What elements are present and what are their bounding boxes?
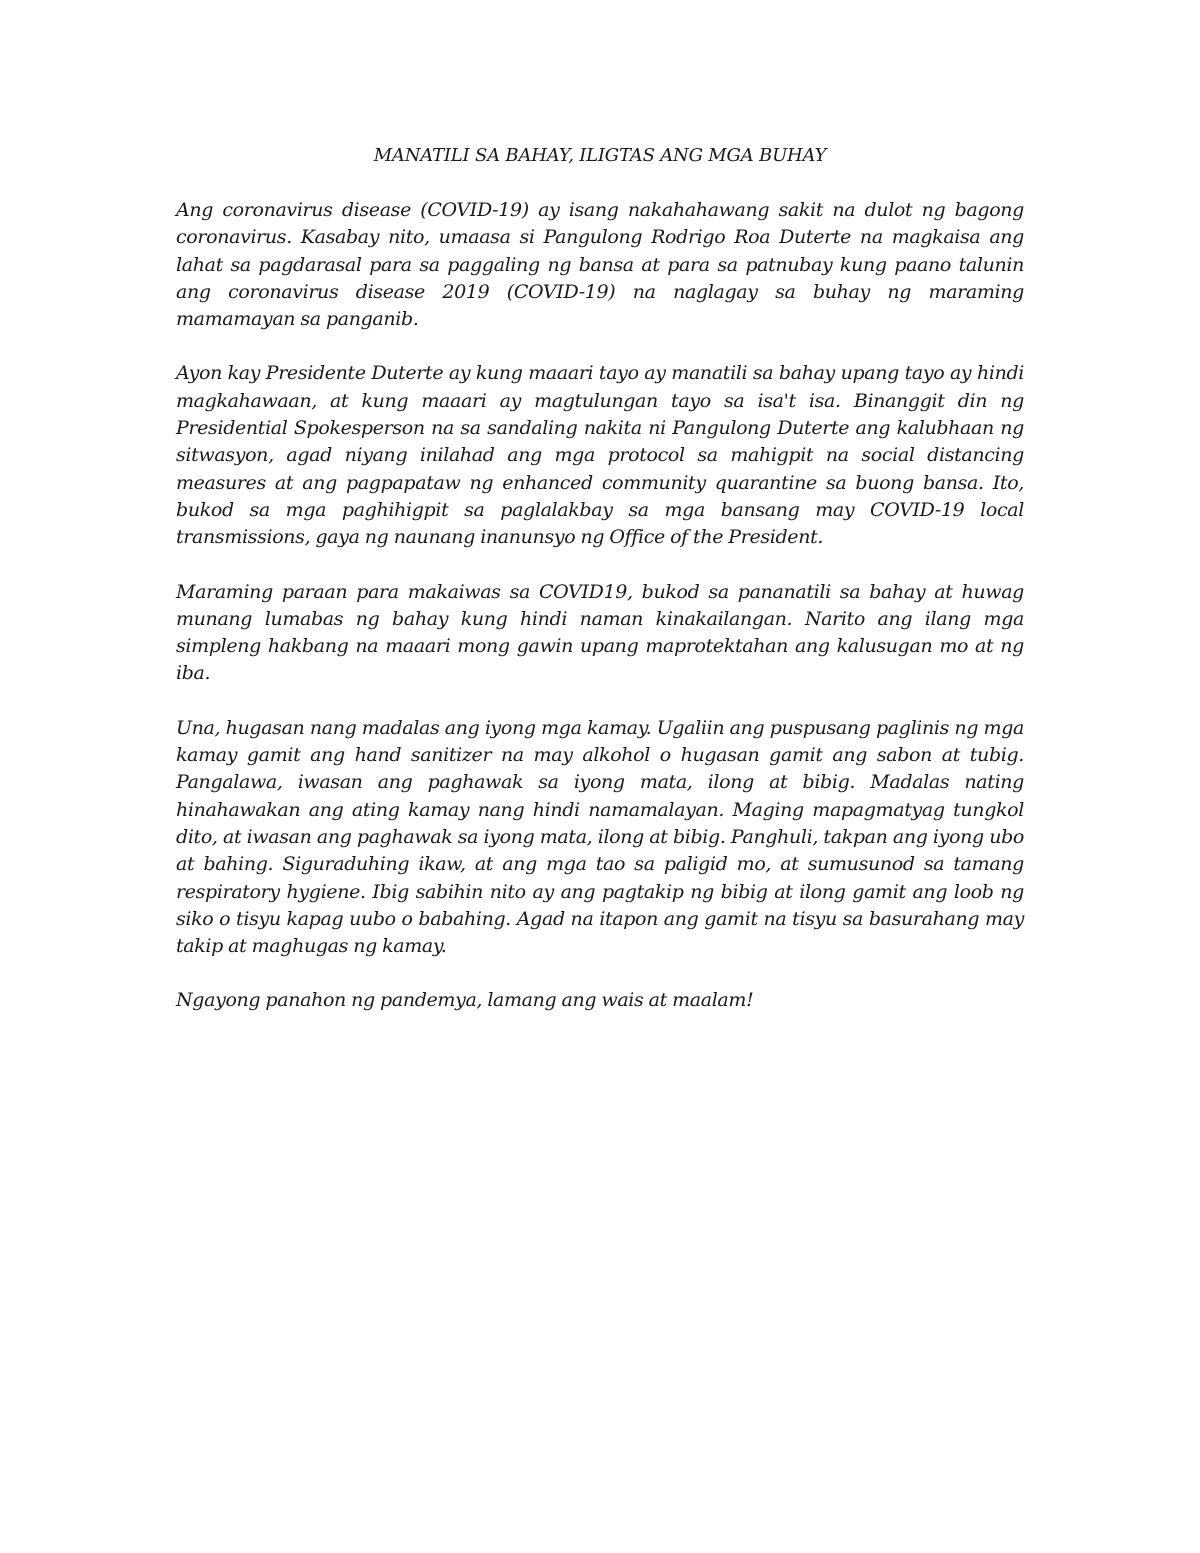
document-title: MANATILI SA BAHAY, ILIGTAS ANG MGA BUHAY — [373, 145, 827, 166]
paragraph-intro: Ang coronavirus disease (COVID-19) ay isang nakahahawang sakit na dulot ng bagong coronavirus. Kasabay nito, umaasa si Pangulong Rodrigo Roa Duterte na magkaisa ang lahat sa pagdarasal para sa paggaling ng bansa at para sa patnubay kung paano talunin ang coronavirus disease 2019 (COVID-19) na naglagay sa buhay ng maraming mamamayan sa panganib. — [176, 199, 1024, 331]
paragraph-closing: Ngayong panahon ng pandemya, lamang ang wais at maalam! — [176, 989, 754, 1012]
paragraph-prevention-intro: Maraming paraan para makaiwas sa COVID19, bukod sa pananatili sa bahay at huwag munang lumabas ng bahay kung hindi naman kinakailangan. Narito ang ilang mga simpleng hakbang na maaari mong gawin upang maprotektahan ang kalusugan mo at ng iba. — [176, 580, 1024, 685]
paragraph-prevention-steps: Una, hugasan nang madalas ang iyong mga kamay. Ugaliin ang puspusang paglinis ng mga kamay gamit ang hand sanitizer na may alkohol o hugasan gamit ang sabon at tubig. Pangalawa, iwasan ang paghawak sa iyong mata, ilong at bibig. Madalas nating hinahawakan ang ating kamay nang hindi namamalayan. Maging mapagmatyag tungkol dito, at iwasan ang paghawak sa iyong mata, ilong at bibig. Panghuli, takpan ang iyong ubo at bahing. Siguraduhing ikaw, at ang mga tao sa paligid mo, at sumusunod sa tamang respiratory hygiene. Ibig sabihin nito ay ang pagtakip ng bibig at ilong gamit ang loob ng siko o tisyu kapag uubo o babahing. Agad na itapon ang gamit na tisyu sa basurahang may takip at maghugas ng kamay. — [176, 716, 1024, 958]
paragraph-president-statement: Ayon kay Presidente Duterte ay kung maaari tayo ay manatili sa bahay upang tayo ay hindi magkahawaan, at kung maaari ay magtulungan tayo sa isa't isa. Binanggit din ng Presidential Spokesperson na sa sandaling nakita ni Pangulong Duterte ang kalubhaan ng sitwasyon, agad niyang inilahad ang mga protocol sa mahigpit na social distancing measures at ang pagpapataw ng enhanced community quarantine sa buong bansa. Ito, bukod sa mga paghihigpit sa paglalakbay sa mga bansang may COVID-19 local transmissions, gaya ng naunang inanunsyo ng Office of the President. — [176, 362, 1024, 549]
document-body — [176, 142, 1024, 1015]
